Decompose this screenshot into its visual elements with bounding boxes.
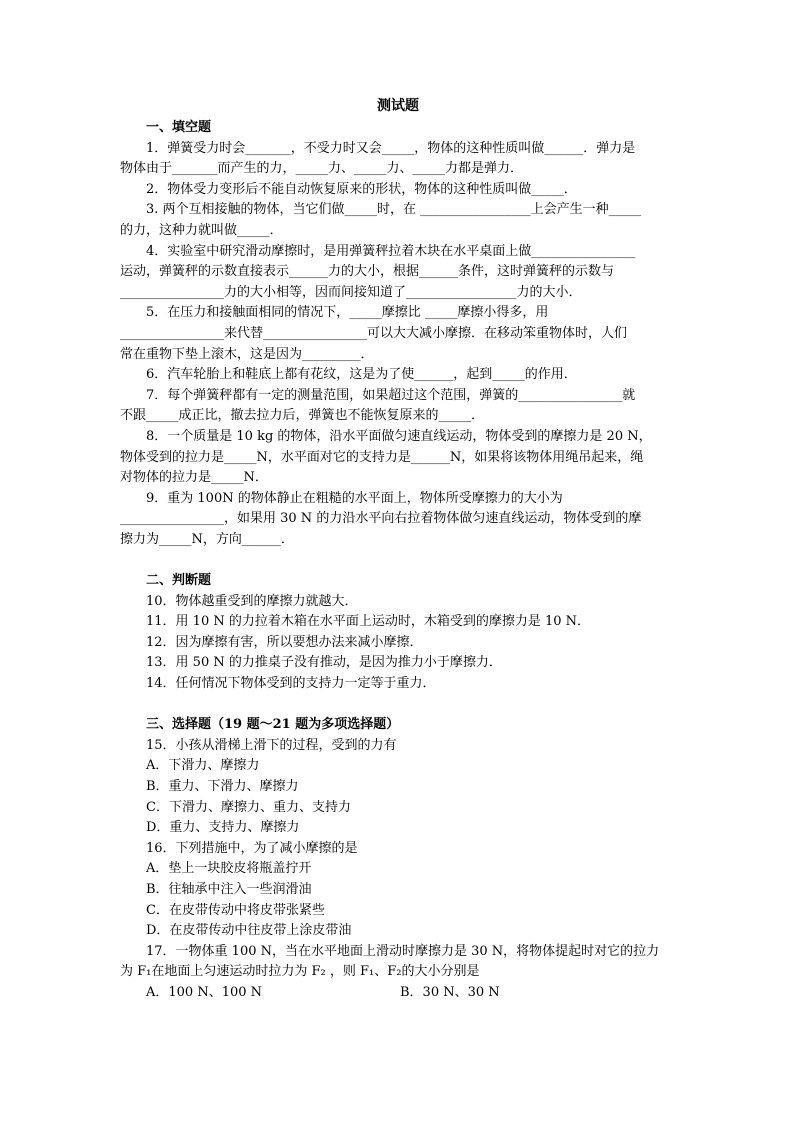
section-heading-fill: 一、填空题 [146, 120, 212, 135]
question-10: 10．物体越重受到的摩擦力就越大． [146, 593, 358, 609]
question-5-line-2: ________________来代替________________可以大大减小摩擦．在移动笨重物体时，人们 [120, 325, 628, 341]
question-4-line-1: 4．实验室中研究滑动摩擦时，是用弹簧秤拉着木块在水平桌面上做________________ [146, 243, 636, 259]
question-15-option-b: B．重力、下滑力、摩擦力 [146, 779, 299, 794]
question-16-option-d: D．在皮带传动中往皮带上涂皮带油 [146, 923, 352, 939]
question-9-line-2: ________________，如果用 30 N 的力沿水平向右拉着物体做匀速直线运动，物体受到的摩 [120, 511, 642, 527]
question-17-option-a: A．100 N、100 N [146, 984, 263, 1000]
question-17-line-2: 为 F₁在地面上匀速运动时拉力为 F₂ ，则 F₁、F₂的大小分别是 [120, 964, 480, 980]
question-3-line-1: 3. 两个互相接触的物体，当它们做_____时，在 _________________上会产生一种_____ [146, 202, 642, 218]
question-15-option-a: A．下滑力、摩擦力 [146, 758, 260, 774]
question-7-line-1: 7．每个弹簧秤都有一定的测量范围，如果超过这个范围，弹簧的________________就 [146, 387, 636, 403]
question-5-line-1: 5．在压力和接触面相同的情况下，_____摩擦比 _____摩擦小得多，用 [146, 305, 549, 321]
question-4-line-3: ________________力的大小相等，因而间接知道了_________________力的大小． [120, 284, 582, 300]
question-2: 2．物体受力变形后不能自动恢复原来的形状，物体的这种性质叫做_____． [146, 181, 577, 197]
section-heading-choice: 三、选择题（19 题～21 题为多项选择题） [146, 717, 400, 733]
question-17-option-b: B．30 N、30 N [400, 984, 500, 1000]
question-1-line-1: 1．弹簧受力时会_______，不受力时又会_____，物体的这种性质叫做______．弹力是 [146, 140, 636, 156]
question-9-line-3: 擦力为_____N，方向______． [120, 531, 294, 547]
question-1-line-2: 物体由于_______而产生的力，_____力、_____力、_____力都是弹力． [120, 161, 524, 177]
question-16: 16．下列措施中，为了减小摩擦的是 [146, 840, 358, 856]
question-8-line-3: 对物体的拉力是_____N． [120, 470, 268, 486]
question-17-options-row [120, 983, 676, 1004]
question-5-line-3: 常在重物下垫上滚木，这是因为_________． [120, 346, 374, 362]
question-6: 6．汽车轮胎上和鞋底上都有花纹，这是为了使______，起到_____的作用． [146, 367, 577, 383]
question-16-option-b: B．往轴承中注入一些润滑油 [146, 881, 312, 897]
question-8-line-1: 8．一个质量是 10 kg 的物体，沿水平面做匀速直线运动，物体受到的摩擦力是 20 N， [146, 428, 652, 444]
question-15-option-d: D．重力、支持力、摩擦力 [146, 820, 300, 836]
question-9-line-1: 9．重为 100N 的物体静止在粗糙的水平面上，物体所受摩擦力的大小为 [146, 490, 563, 506]
question-15-option-c: C．下滑力、摩擦力、重力、支持力 [146, 799, 351, 815]
question-7-line-2: 不跟_____成正比，撤去拉力后，弹簧也不能恢复原来的_____． [120, 408, 485, 424]
section-heading-judge: 二、判断题 [146, 573, 212, 589]
question-3-line-2: 的力，这种力就叫做_____． [120, 222, 283, 238]
question-16-option-c: C．在皮带传动中将皮带张紧些 [146, 902, 325, 918]
question-16-option-a: A．垫上一块胶皮将瓶盖拧开 [146, 861, 312, 877]
document-page [120, 96, 676, 1004]
question-8-line-2: 物体受到的拉力是_____N，水平面对它的支持力是______N，如果将该物体用绳吊起来，绳 [120, 449, 644, 465]
question-15: 15．小孩从滑梯上滑下的过程，受到的力有 [146, 737, 397, 753]
question-17-line-1: 17．一物体重 100 N，当在水平地面上滑动时摩擦力是 30 N，将物体提起时对它的拉力 [146, 943, 660, 959]
question-14: 14．任何情况下物体受到的支持力一定等于重力． [146, 676, 436, 692]
question-13: 13．用 50 N 的力推桌子没有推动，是因为推力小于摩擦力． [146, 655, 502, 671]
question-12: 12．因为摩擦有害，所以要想办法来减小摩擦． [146, 634, 423, 650]
question-4-line-2: 运动，弹簧秤的示数直接表示______力的大小，根据______条件，这时弹簧秤的示数与 [120, 264, 615, 280]
question-11: 11．用 10 N 的力拉着木箱在水平面上运动时，木箱受到的摩擦力是 10 N． [146, 614, 591, 630]
spacer [120, 695, 676, 716]
page-title: 测试题 [377, 98, 419, 114]
spacer [120, 550, 676, 571]
